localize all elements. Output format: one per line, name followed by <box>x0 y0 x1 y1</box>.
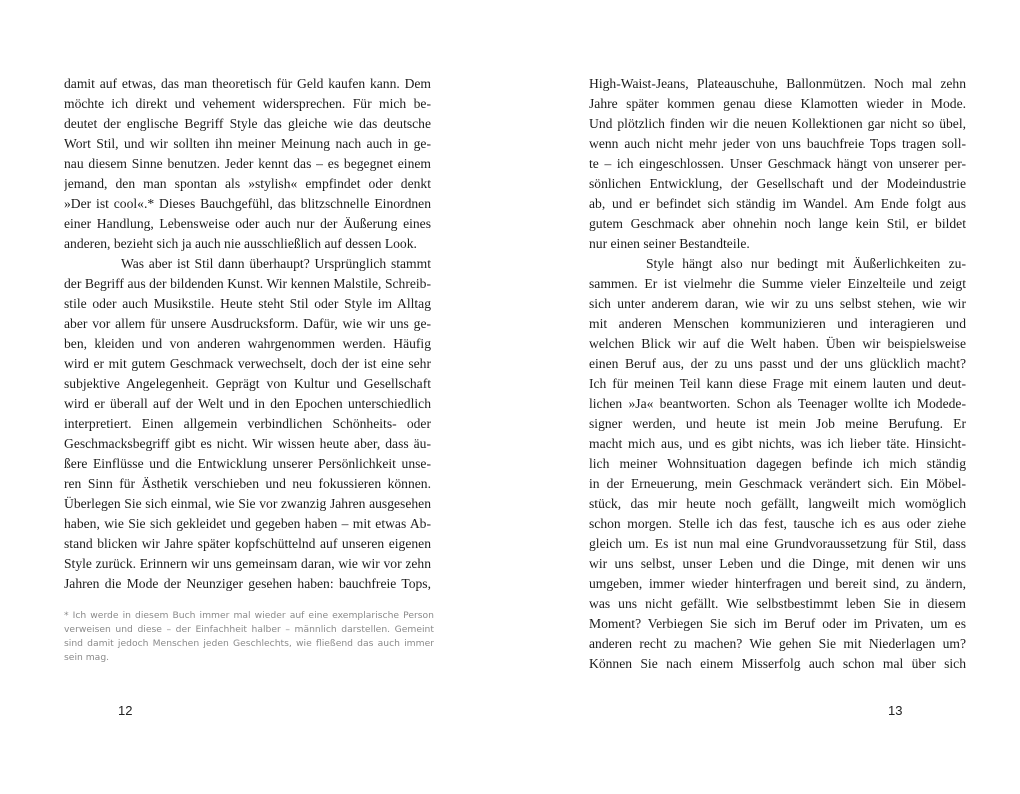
text-line: Jahre später kommen genau diese Klamotten wieder in Mode. <box>589 96 966 111</box>
text-line: nau diesem Sinne benutzen. Jeder kennt das – es begegnet einem <box>64 156 431 171</box>
text-line: Moment? Verbiegen Sie sich im Beruf oder im Privaten, um es <box>589 616 966 631</box>
text-line: interpretiert. Einen allgemein verbindlichen Schönheits- oder <box>64 416 431 431</box>
text-line: Style hängt also nur bedingt mit Äußerlichkeiten zu- <box>646 256 966 271</box>
text-line: deutet der englische Begriff Style das gleiche wie das deutsche <box>64 116 431 131</box>
text-line: mit anderen Menschen kommunizieren und interagieren und <box>589 316 966 331</box>
text-line: wird er mit gutem Geschmack verwechselt, doch der ist eine sehr <box>64 356 431 371</box>
text-line: welchen Blick wir auf die Welt haben. Üben wir beispielsweise <box>589 336 966 351</box>
text-line: »Der ist cool«.* Dieses Bauchgefühl, das blitzschnelle Einordnen <box>64 196 431 211</box>
text-line: stand blicken wir Jahre später kopfschüttelnd auf unseren eigenen <box>64 536 431 551</box>
text-line: Jahren die Mode der Neunziger gesehen haben: bauchfreie Tops, <box>64 576 431 591</box>
text-line: in der Erneuerung, mein Geschmack verändert sich. Ein Möbel- <box>589 476 966 491</box>
text-line: sönlichen Entwicklung, der Gesellschaft und der Modeindustrie <box>589 176 966 191</box>
text-line: macht mich aus, und es gibt nichts, was ich lieber täte. Hinsicht- <box>589 436 966 451</box>
text-line: Und plötzlich finden wir die neuen Kollektionen gar nicht so übel, <box>589 116 966 131</box>
footnote <box>64 609 434 665</box>
text-line: ren Sinn für Ästhetik verschieben und neu fokussieren können. <box>64 476 431 491</box>
text-line: lich meiner Wohnsituation dagegen befinde ich mich ständig <box>589 456 966 471</box>
footnote-line: * Ich werde in diesem Buch immer mal wieder auf eine exemplarische Person <box>64 610 434 621</box>
text-line: einer Handlung, Lebensweise oder auch nur der Äußerung eines <box>64 216 431 231</box>
text-line: sammen. Er ist vielmehr die Summe vieler Einzelteile und zeigt <box>589 276 966 291</box>
text-line: nur einen seiner Bestandteile. <box>589 236 750 251</box>
text-line: der Begriff aus der bildenden Kunst. Wir kennen Malstile, Schreib- <box>64 276 431 291</box>
text-line: Was aber ist Stil dann überhaupt? Ursprünglich stammt <box>121 256 431 271</box>
right-body-text <box>589 74 966 674</box>
page-number-left: 12 <box>118 703 133 718</box>
text-line: Überlegen Sie sich einmal, wie Sie vor zwanzig Jahren ausgesehen <box>64 496 431 511</box>
page-number-right: 13 <box>888 703 903 718</box>
text-line: einen Beruf aus, der zu uns passt und der uns glücklich macht? <box>589 356 966 371</box>
text-line: te – ich eingeschlossen. Unser Geschmack hängt von unserer per- <box>589 156 966 171</box>
left-body-text <box>64 74 431 594</box>
text-line: anderen recht zu machen? Wie gehen Sie mit Niederlagen um? <box>589 636 966 651</box>
text-line: Style zurück. Erinnern wir uns gemeinsam daran, wie wir vor zehn <box>64 556 431 571</box>
footnote-line: sein mag. <box>64 652 110 663</box>
text-line: ben, kleiden und von anderen wahrgenommen werden. Häufig <box>64 336 431 351</box>
text-line: lichen »Ja« beantworten. Schon als Teenager wollte ich Modede- <box>589 396 966 411</box>
text-line: möchte ich direkt und vehement widersprechen. Für mich be- <box>64 96 431 111</box>
text-line: ßere Einflüsse und die Entwicklung unserer Persönlichkeit unse- <box>64 456 431 471</box>
text-line: subjektive Angelegenheit. Geprägt von Kultur und Gesellschaft <box>64 376 431 391</box>
text-line: wenn auch nicht mehr jeder von uns bauchfreie Tops tragen soll- <box>589 136 966 151</box>
text-line: Ich für meinen Teil kann diese Frage mit einem lauten und deut- <box>589 376 966 391</box>
text-line: ab, und er befindet sich ständig im Wandel. Am Ende folgt aus <box>589 196 966 211</box>
right-page <box>510 0 1020 794</box>
text-line: schon morgen. Stelle ich das fest, tausche ich es aus oder ziehe <box>589 516 966 531</box>
text-line: umgeben, immer wieder hinterfragen und bereit sind, zu ändern, <box>589 576 966 591</box>
text-line: wir uns selbst, unser Leben und die Dinge, mit denen wir uns <box>589 556 966 571</box>
text-line: Geschmacksbegriff gibt es nicht. Wir wissen heute aber, dass äu- <box>64 436 431 451</box>
text-line: anderen, bezieht sich ja auch nie ausschließlich auf dessen Look. <box>64 236 417 251</box>
footnote-line: sind damit jedoch Menschen jeden Geschlechts, wie fließend das auch immer <box>64 638 434 649</box>
text-line: damit auf etwas, das man theoretisch für Geld kaufen kann. Dem <box>64 76 431 91</box>
text-line: Können Sie nach einem Misserfolg auch schon mal über sich <box>589 656 966 671</box>
text-line: jemand, den man spontan als »stylish« empfindet oder denkt <box>64 176 431 191</box>
text-line: Wort Stil, und wir sollten ihn meiner Meinung nach auch in ge- <box>64 136 431 151</box>
text-line: haben, wie Sie sich gekleidet und gegeben haben – mit etwas Ab- <box>64 516 431 531</box>
text-line: High-Waist-Jeans, Plateauschuhe, Ballonmützen. Noch mal zehn <box>589 76 966 91</box>
text-line: stück, das mir heute noch gefällt, langweilt mich womöglich <box>589 496 966 511</box>
text-line: was uns nicht gefällt. Wie selbstbestimmt leben Sie in diesem <box>589 596 966 611</box>
footnote-line: verweisen und diese – der Einfachheit halber – männlich darstellen. Gemeint <box>64 624 434 635</box>
text-line: gleich um. Es ist nun mal eine Grundvoraussetzung für Stil, dass <box>589 536 966 551</box>
text-line: signer werden, und heute ist mein Job meine Berufung. Er <box>589 416 966 431</box>
text-line: wird er überall auf der Welt und in den Epochen unterschiedlich <box>64 396 431 411</box>
text-line: gutem Geschmack aber ohnehin noch lange kein Stil, er bildet <box>589 216 966 231</box>
text-line: aber vor allem für unsere Ausdrucksform. Dafür, wie wir uns ge- <box>64 316 431 331</box>
text-line: sich unter anderem daran, wie wir zu uns selbst stehen, wie wir <box>589 296 966 311</box>
text-line: stile oder auch Musikstile. Heute steht Stil oder Style im Alltag <box>64 296 431 311</box>
